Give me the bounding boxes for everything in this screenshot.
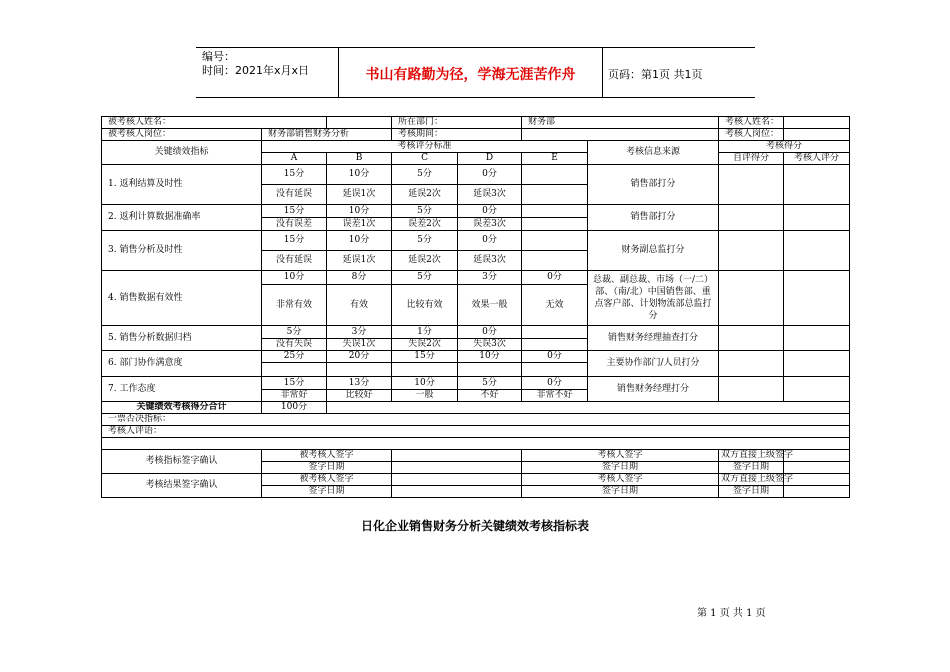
points-cell: 0分 bbox=[522, 377, 588, 390]
points-cell: 0分 bbox=[522, 271, 588, 285]
total-value: 100分 bbox=[262, 402, 327, 414]
source-cell: 总裁、副总裁、市场（一/二）部、（南/北）中国销售部、重点客户部、计划物流部总监打分 bbox=[588, 271, 719, 326]
comment-row bbox=[102, 426, 850, 438]
desc-cell: 延误2次 bbox=[392, 185, 458, 205]
sign-date-label: 签字日期 bbox=[719, 462, 784, 474]
points-cell: 0分 bbox=[458, 326, 522, 339]
points-cell: 10分 bbox=[392, 377, 458, 390]
total-label: 关键绩效考核得分合计 bbox=[102, 402, 262, 414]
desc-cell: 比较好 bbox=[327, 390, 392, 402]
desc-cell bbox=[262, 363, 327, 377]
points-cell: 13分 bbox=[327, 377, 392, 390]
examinee-post-label: 被考核人岗位： bbox=[102, 129, 262, 141]
header-divider bbox=[602, 48, 603, 97]
points-cell: 0分 bbox=[458, 205, 522, 218]
examiner-post-label: 考核人岗位： bbox=[719, 129, 784, 141]
points-cell: 10分 bbox=[262, 271, 327, 285]
desc-cell: 没有失误 bbox=[262, 339, 327, 351]
examinee-sign-label: 被考核人签字 bbox=[262, 474, 392, 486]
desc-cell bbox=[458, 363, 522, 377]
table-row bbox=[102, 231, 850, 251]
self-score-cell[interactable] bbox=[719, 165, 784, 205]
signature-row bbox=[102, 450, 850, 462]
points-cell: 15分 bbox=[262, 231, 327, 251]
desc-cell: 延误3次 bbox=[458, 251, 522, 271]
self-score-cell[interactable] bbox=[719, 231, 784, 271]
examiner-score-cell[interactable] bbox=[784, 165, 850, 205]
points-cell: 1分 bbox=[392, 326, 458, 339]
points-cell: 8分 bbox=[327, 271, 392, 285]
table-row bbox=[102, 351, 850, 363]
desc-cell: 不好 bbox=[458, 390, 522, 402]
points-cell bbox=[522, 165, 588, 185]
kpi-name: 5. 销售分析数据归档 bbox=[102, 326, 262, 351]
result-confirm-label: 考核结果签字确认 bbox=[102, 474, 262, 498]
document-title: 日化企业销售财务分析关键绩效考核指标表 bbox=[360, 519, 589, 533]
points-cell: 3分 bbox=[327, 326, 392, 339]
desc-cell: 失误1次 bbox=[327, 339, 392, 351]
desc-cell: 有效 bbox=[327, 285, 392, 326]
period-label: 考核期间： bbox=[392, 129, 522, 141]
examinee-name-value[interactable] bbox=[327, 117, 392, 129]
period-value[interactable] bbox=[522, 129, 719, 141]
examiner-score-cell[interactable] bbox=[784, 377, 850, 402]
self-score-cell[interactable] bbox=[719, 377, 784, 402]
table-row bbox=[102, 377, 850, 390]
superior-sign-label: 双方直接上级签字 bbox=[719, 450, 784, 462]
page-info: 页码：第1页 共1页 bbox=[608, 68, 703, 81]
points-cell: 0分 bbox=[522, 351, 588, 363]
source-cell: 销售财务经理打分 bbox=[588, 377, 719, 402]
self-score-header: 自评得分 bbox=[719, 153, 784, 165]
kpi-name: 3. 销售分析及时性 bbox=[102, 231, 262, 271]
examiner-score-cell[interactable] bbox=[784, 326, 850, 351]
source-cell: 销售部打分 bbox=[588, 165, 719, 205]
sign-date-field[interactable] bbox=[392, 486, 522, 498]
desc-cell: 非常有效 bbox=[262, 285, 327, 326]
number-label: 编号： bbox=[202, 50, 235, 63]
examiner-sign-label: 考核人签字 bbox=[522, 474, 719, 486]
examiner-score-header: 考核人评分 bbox=[784, 153, 850, 165]
points-cell: 5分 bbox=[392, 165, 458, 185]
desc-cell: 误差2次 bbox=[392, 218, 458, 231]
grade-header: B bbox=[327, 153, 392, 165]
points-cell: 15分 bbox=[392, 351, 458, 363]
points-cell: 15分 bbox=[262, 377, 327, 390]
header-meta bbox=[202, 50, 309, 78]
points-cell bbox=[522, 326, 588, 339]
points-cell bbox=[522, 231, 588, 251]
examiner-name-value[interactable] bbox=[784, 117, 850, 129]
points-cell: 5分 bbox=[262, 326, 327, 339]
comment-field[interactable] bbox=[102, 438, 850, 450]
source-cell: 主要协作部门/人员打分 bbox=[588, 351, 719, 377]
kpi-header: 关键绩效指标 bbox=[102, 141, 262, 165]
department-value: 财务部 bbox=[522, 117, 719, 129]
comment-label[interactable]: 考核人评语： bbox=[102, 426, 850, 438]
info-row bbox=[102, 117, 850, 129]
table-row bbox=[102, 205, 850, 218]
grade-header: E bbox=[522, 153, 588, 165]
standard-header: 考核评分标准 bbox=[262, 141, 588, 153]
self-score-cell[interactable] bbox=[719, 326, 784, 351]
desc-cell: 失误2次 bbox=[392, 339, 458, 351]
examiner-name-label: 考核人姓名： bbox=[719, 117, 784, 129]
sign-date-label: 签字日期 bbox=[522, 486, 719, 498]
points-cell: 10分 bbox=[458, 351, 522, 363]
points-cell: 5分 bbox=[392, 205, 458, 218]
points-cell: 10分 bbox=[327, 231, 392, 251]
desc-cell bbox=[522, 218, 588, 231]
points-cell: 15分 bbox=[262, 165, 327, 185]
desc-cell: 延误2次 bbox=[392, 251, 458, 271]
info-row bbox=[102, 129, 850, 141]
self-score-cell[interactable] bbox=[719, 205, 784, 231]
examiner-post-value[interactable] bbox=[784, 129, 850, 141]
table-row bbox=[102, 326, 850, 339]
points-cell: 10分 bbox=[327, 165, 392, 185]
table-row bbox=[102, 165, 850, 185]
source-header: 考核信息来源 bbox=[588, 141, 719, 165]
examinee-sign-label: 被考核人签字 bbox=[262, 450, 392, 462]
desc-cell: 失误3次 bbox=[458, 339, 522, 351]
self-score-cell[interactable] bbox=[719, 271, 784, 326]
comment-space bbox=[102, 438, 850, 450]
desc-cell bbox=[327, 363, 392, 377]
points-cell: 5分 bbox=[458, 377, 522, 390]
grade-header: A bbox=[262, 153, 327, 165]
examinee-sign-field[interactable] bbox=[392, 474, 522, 486]
points-cell: 25分 bbox=[262, 351, 327, 363]
points-cell: 0分 bbox=[458, 231, 522, 251]
desc-cell: 非常不好 bbox=[522, 390, 588, 402]
document-header bbox=[196, 47, 755, 98]
sign-date-field[interactable] bbox=[392, 462, 522, 474]
points-cell: 5分 bbox=[392, 271, 458, 285]
kpi-name: 6. 部门协作满意度 bbox=[102, 351, 262, 377]
desc-cell bbox=[522, 363, 588, 377]
sign-date-label: 签字日期 bbox=[262, 486, 392, 498]
desc-cell bbox=[522, 339, 588, 351]
points-cell: 15分 bbox=[262, 205, 327, 218]
grade-header: D bbox=[458, 153, 522, 165]
desc-cell: 一般 bbox=[392, 390, 458, 402]
points-cell: 3分 bbox=[458, 271, 522, 285]
points-cell: 5分 bbox=[392, 231, 458, 251]
indicator-confirm-label: 考核指标签字确认 bbox=[102, 450, 262, 474]
date-text: 时间：2021年x月x日 bbox=[202, 64, 310, 77]
examinee-sign-field[interactable] bbox=[392, 450, 522, 462]
sign-date-field[interactable] bbox=[784, 486, 850, 498]
self-score-cell[interactable] bbox=[719, 351, 784, 377]
desc-cell bbox=[392, 363, 458, 377]
kpi-name: 4. 销售数据有效性 bbox=[102, 271, 262, 326]
source-cell: 销售财务经理抽查打分 bbox=[588, 326, 719, 351]
veto-label[interactable]: 一票否决指标： bbox=[102, 414, 850, 426]
superior-sign-label: 双方直接上级签字 bbox=[719, 474, 784, 486]
grade-header: C bbox=[392, 153, 458, 165]
desc-cell: 延误1次 bbox=[327, 185, 392, 205]
points-cell: 10分 bbox=[327, 205, 392, 218]
desc-cell: 没有延误 bbox=[262, 185, 327, 205]
desc-cell: 没有延误 bbox=[262, 251, 327, 271]
header-motto: 书山有路勤为径，学海无涯苦作舟 bbox=[365, 67, 576, 83]
points-cell bbox=[522, 205, 588, 218]
desc-cell: 比较有效 bbox=[392, 285, 458, 326]
source-cell: 销售部打分 bbox=[588, 205, 719, 231]
desc-cell: 没有误差 bbox=[262, 218, 327, 231]
sign-date-label: 签字日期 bbox=[262, 462, 392, 474]
desc-cell: 延误1次 bbox=[327, 251, 392, 271]
desc-cell: 误差1次 bbox=[327, 218, 392, 231]
examinee-post-value: 财务部销售财务分析 bbox=[262, 129, 392, 141]
desc-cell bbox=[522, 185, 588, 205]
desc-cell: 非常好 bbox=[262, 390, 327, 402]
examinee-name-label: 被考核人姓名： bbox=[102, 117, 327, 129]
department-label: 所在部门： bbox=[392, 117, 522, 129]
score-header: 考核得分 bbox=[719, 141, 850, 153]
desc-cell: 无效 bbox=[522, 285, 588, 326]
kpi-table bbox=[101, 116, 850, 498]
table-row bbox=[102, 271, 850, 285]
total-row bbox=[102, 402, 850, 414]
superior-sign-field[interactable] bbox=[784, 450, 850, 462]
desc-cell bbox=[522, 251, 588, 271]
desc-cell: 误差3次 bbox=[458, 218, 522, 231]
desc-cell: 延误3次 bbox=[458, 185, 522, 205]
points-cell: 20分 bbox=[327, 351, 392, 363]
page-footer: 第 1 页 共 1 页 bbox=[697, 608, 766, 619]
examiner-score-cell[interactable] bbox=[784, 351, 850, 377]
superior-sign-field[interactable] bbox=[784, 474, 850, 486]
kpi-name: 7. 工作态度 bbox=[102, 377, 262, 402]
table-header-row bbox=[102, 141, 850, 153]
examiner-sign-label: 考核人签字 bbox=[522, 450, 719, 462]
sign-date-label: 签字日期 bbox=[719, 486, 784, 498]
desc-cell: 效果一般 bbox=[458, 285, 522, 326]
sign-date-label: 签字日期 bbox=[522, 462, 719, 474]
examiner-score-cell[interactable] bbox=[784, 205, 850, 231]
veto-row bbox=[102, 414, 850, 426]
total-blank bbox=[327, 402, 850, 414]
examiner-score-cell[interactable] bbox=[784, 271, 850, 326]
signature-row bbox=[102, 474, 850, 486]
sign-date-field[interactable] bbox=[784, 462, 850, 474]
examiner-score-cell[interactable] bbox=[784, 231, 850, 271]
kpi-name: 1. 返利结算及时性 bbox=[102, 165, 262, 205]
kpi-name: 2. 返利计算数据准确率 bbox=[102, 205, 262, 231]
source-cell: 财务副总监打分 bbox=[588, 231, 719, 271]
points-cell: 0分 bbox=[458, 165, 522, 185]
